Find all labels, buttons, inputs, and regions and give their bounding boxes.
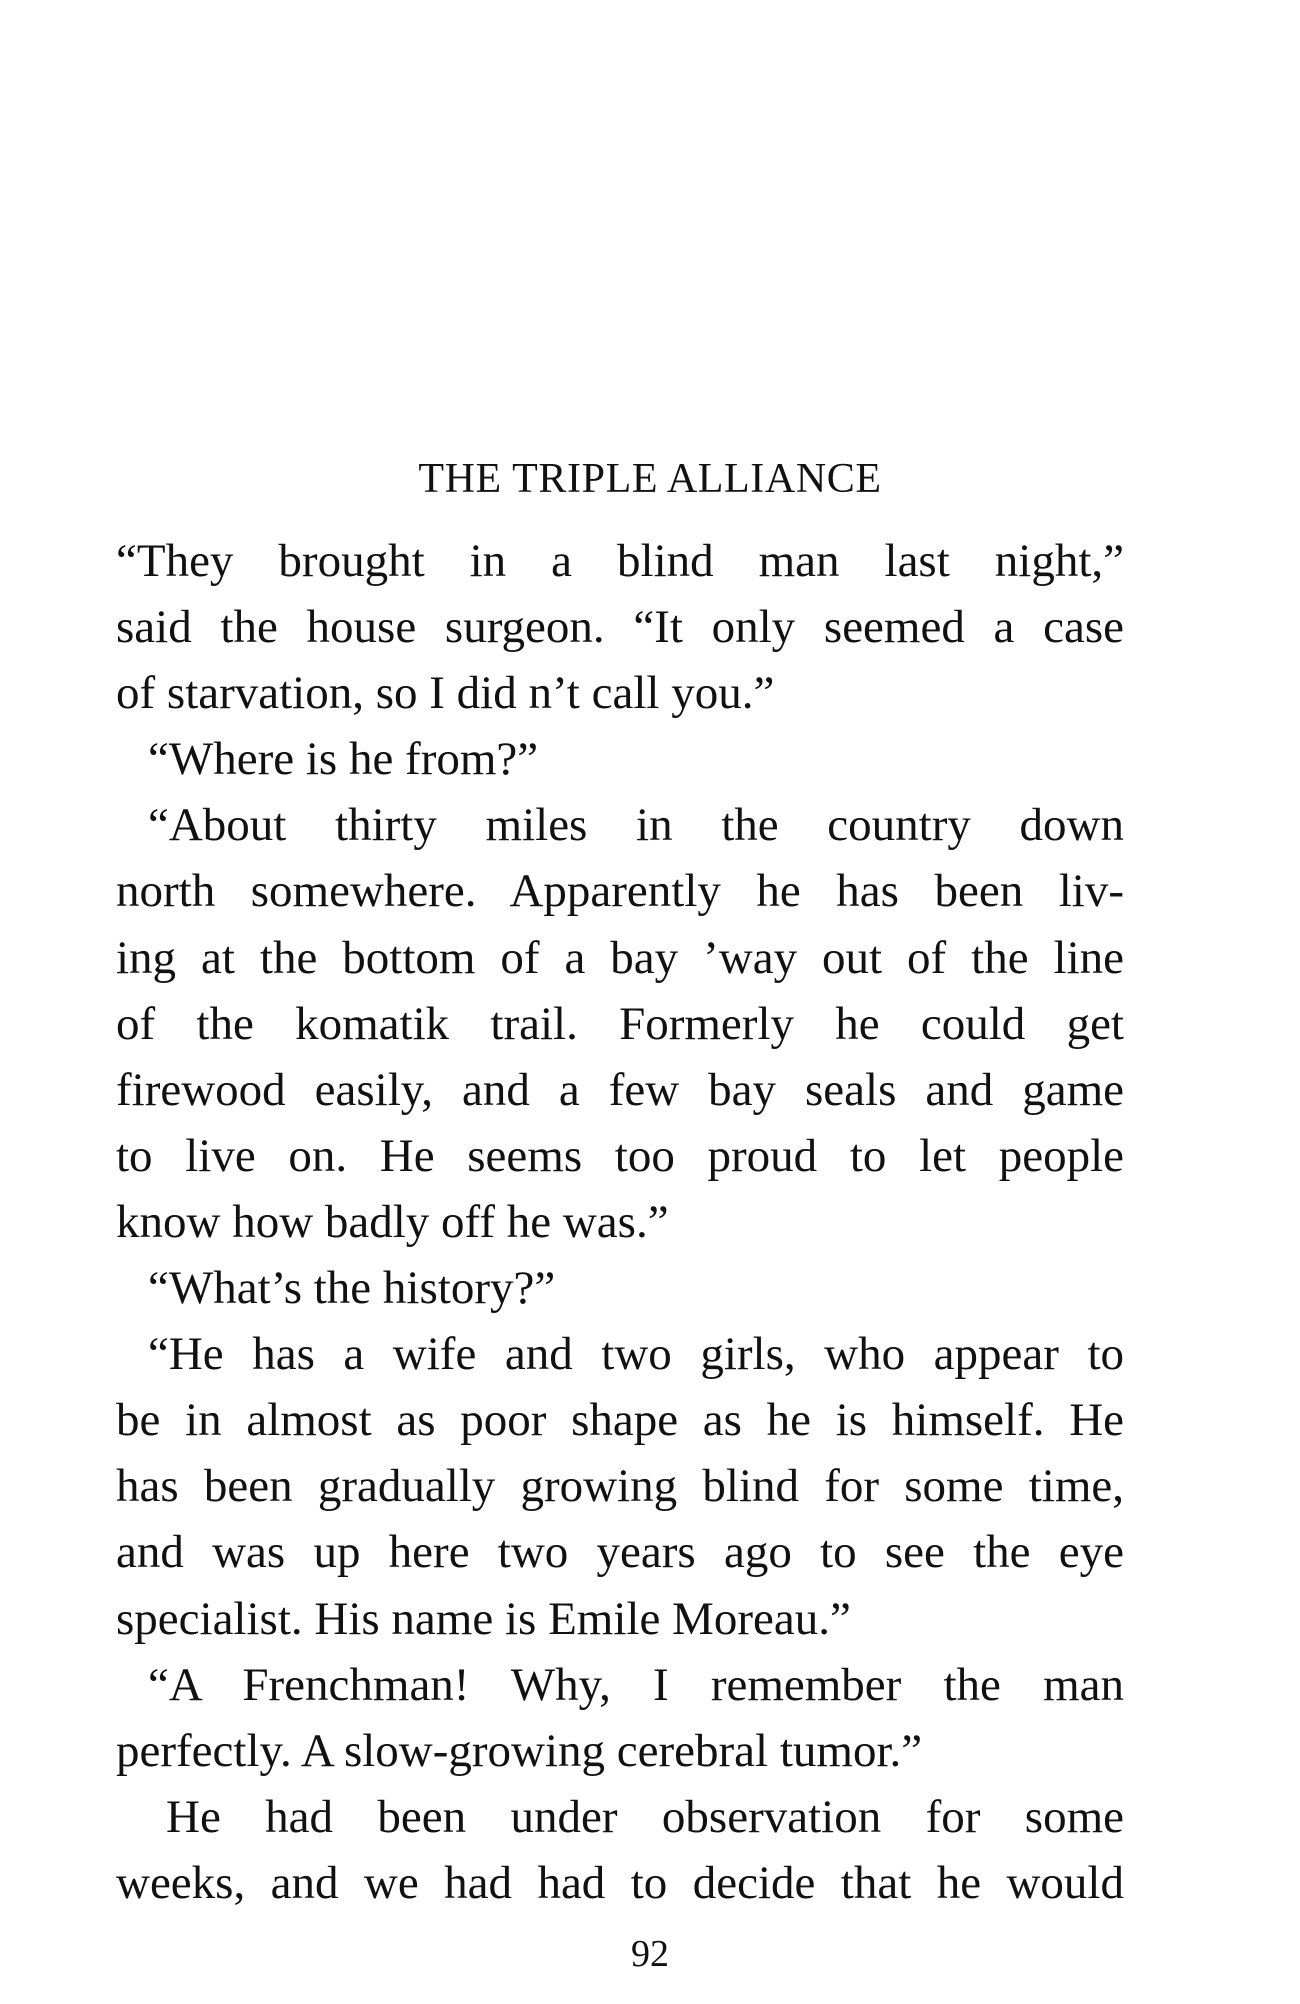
text-line: be in almost as poor shape as he is himself. He [116,1394,1124,1447]
text-line: He had been under observation for some [166,1790,1124,1843]
text-line: to live on. He seems too proud to let people [116,1129,1124,1182]
text-line: “He has a wife and two girls, who appear to [148,1328,1124,1381]
text-line: said the house surgeon. “It only seemed a case [116,601,1124,654]
body-text [116,528,1124,1916]
text-line: of starvation, so I did n’t call you.” [116,667,775,720]
text-line: of the komatik trail. Formerly he could get [116,997,1124,1050]
page-number: 92 [631,1933,669,1975]
text-line: specialist. His name is Emile Moreau.” [116,1592,851,1645]
text-line: has been gradually growing blind for some time, [116,1460,1124,1513]
text-line: weeks, and we had had to decide that he would [116,1856,1124,1909]
text-line: perfectly. A slow-growing cerebral tumor.” [116,1724,923,1777]
text-line: know how badly off he was.” [116,1195,669,1248]
text-line: and was up here two years ago to see the eye [116,1526,1124,1579]
text-line: “A Frenchman! Why, I remember the man [148,1658,1124,1711]
text-line: “What’s the history?” [148,1262,556,1315]
text-line: “About thirty miles in the country down [148,799,1124,852]
text-line: “Where is he from?” [148,733,539,786]
running-header: THE TRIPLE ALLIANCE [418,456,882,502]
text-line: “They brought in a blind man last night,” [116,535,1124,587]
text-line: north somewhere. Apparently he has been liv- [116,865,1124,918]
text-line: ing at the bottom of a bay ’way out of the line [116,931,1124,984]
text-line: firewood easily, and a few bay seals and game [116,1063,1124,1116]
